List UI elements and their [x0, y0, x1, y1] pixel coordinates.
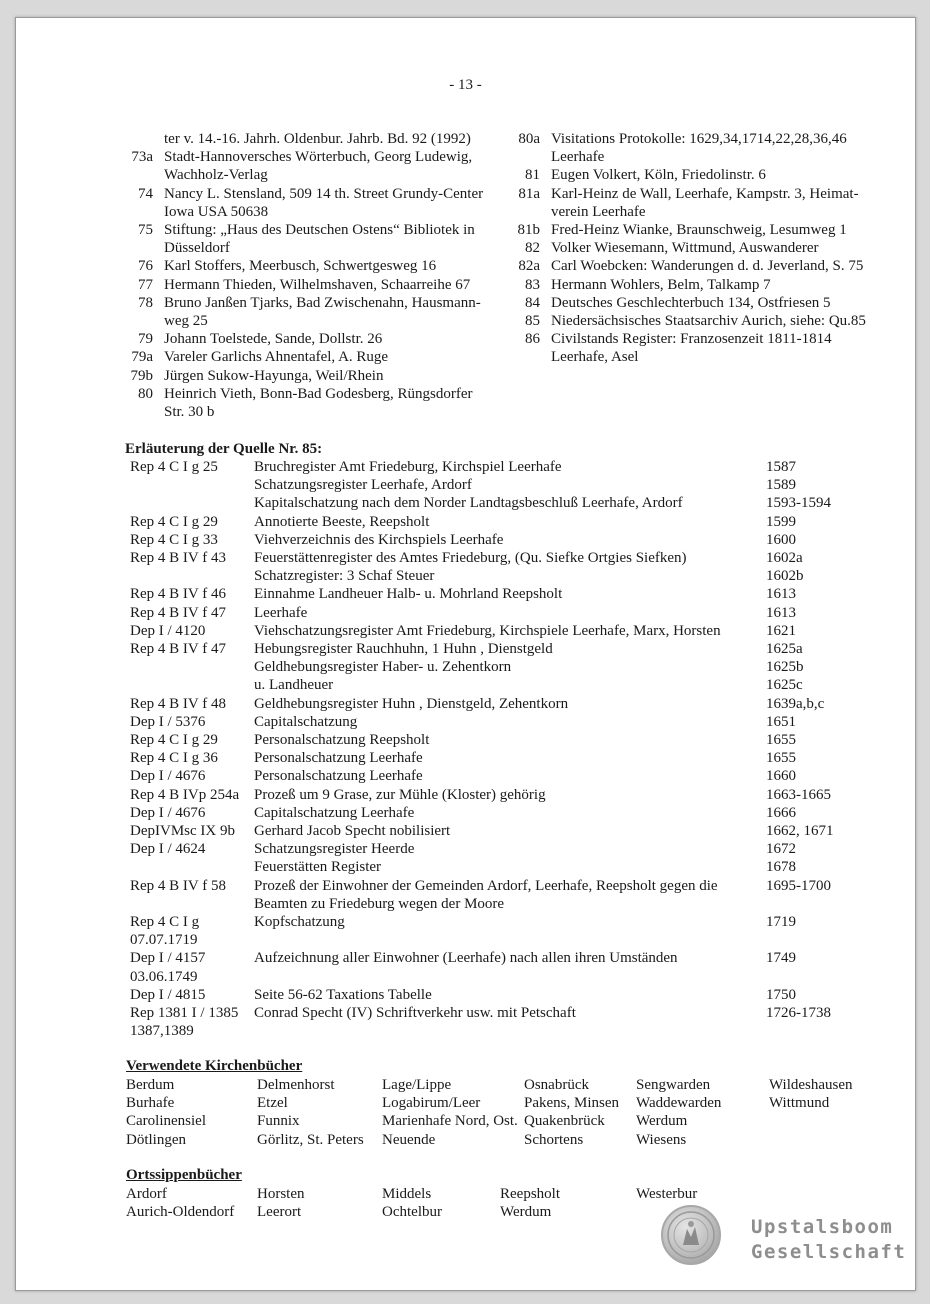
- ortssippen-place: Leerort: [257, 1204, 302, 1221]
- entry-text: Fred-Heinz Wianke, Braunschweig, Lesumweg 1: [551, 222, 847, 238]
- entry-text: Karl Stoffers, Meerbusch, Schwertgesweg 16: [164, 258, 437, 275]
- source-ref: Dep I / 4624: [130, 841, 206, 858]
- source-year: 1678: [766, 859, 796, 876]
- entry-text: Johann Toelstede, Sande, Dollstr. 26: [164, 331, 383, 348]
- entry-text: Carl Woebcken: Wanderungen d. d. Jeverland, S. 75: [551, 258, 864, 275]
- source-year: 1621: [766, 622, 796, 639]
- source-85-heading: Erläuterung der Quelle Nr. 85:: [125, 441, 323, 457]
- church-book-place: Waddewarden: [636, 1095, 722, 1112]
- source-year: 1625c: [766, 677, 803, 694]
- source-description: Seite 56-62 Taxations Tabelle: [254, 986, 432, 1003]
- source-description: Geldhebungsregister Huhn , Dienstgeld, Zehentkorn: [254, 695, 569, 712]
- source-description: Beamten zu Friedeburg wegen der Moore: [254, 895, 505, 912]
- source-year: 1749: [766, 950, 796, 967]
- ortssippen-place: Reepsholt: [500, 1186, 560, 1202]
- source-ref: Rep 4 B IV f 58: [130, 877, 226, 894]
- entry-number: 82: [525, 240, 540, 257]
- entry-text: Stiftung: „Haus des Deutschen Ostens“ Bibliotek in: [164, 222, 475, 238]
- church-book-place: Wiesens: [636, 1131, 687, 1148]
- source-description: Personalschatzung Reepsholt: [254, 732, 430, 748]
- entry-number: 78: [138, 294, 153, 311]
- church-book-place: Sengwarden: [636, 1077, 711, 1093]
- source-ref: Rep 4 B IV f 46: [130, 586, 226, 603]
- source-year: 1655: [766, 732, 796, 748]
- source-ref: 1387,1389: [130, 1023, 194, 1040]
- source-ref: Rep 4 B IV f 43: [130, 550, 226, 566]
- entry-number: 79: [138, 331, 153, 348]
- church-book-place: Funnix: [257, 1113, 300, 1130]
- source-ref: 07.07.1719: [130, 932, 198, 949]
- source-year: 1625a: [766, 641, 803, 657]
- source-year: 1589: [766, 477, 796, 494]
- church-book-place: Marienhafe Nord, Ost.: [382, 1113, 518, 1130]
- source-year: 1666: [766, 804, 796, 821]
- source-year: 1750: [766, 986, 796, 1003]
- source-description: u. Landheuer: [254, 677, 334, 694]
- source-description: Bruchregister Amt Friedeburg, Kirchspiel Leerhafe: [254, 459, 562, 475]
- entry-text: Karl-Heinz de Wall, Leerhafe, Kampstr. 3, Heimat-: [551, 185, 859, 202]
- church-book-place: Schortens: [524, 1131, 584, 1148]
- source-year: 1599: [766, 513, 796, 530]
- church-book-place: Neuende: [382, 1131, 436, 1148]
- entry-text: Nancy L. Stensland, 509 14 th. Street Grundy-Center: [164, 185, 484, 202]
- source-description: Viehverzeichnis des Kirchspiels Leerhafe: [254, 531, 504, 548]
- church-book-place: Etzel: [257, 1095, 288, 1112]
- source-year: 1655: [766, 750, 796, 767]
- church-book-place: Pakens, Minsen: [524, 1095, 619, 1112]
- source-year: 1651: [766, 713, 796, 730]
- entry-text: Vareler Garlichs Ahnentafel, A. Ruge: [164, 349, 389, 366]
- ortssippen-heading: Ortssippenbücher: [126, 1167, 242, 1183]
- source-description: Kapitalschatzung nach dem Norder Landtagsbeschluß Leerhafe, Ardorf: [254, 495, 683, 512]
- entry-number: 76: [138, 258, 153, 275]
- source-description: Personalschatzung Leerhafe: [254, 768, 423, 785]
- entry-text: Wachholz-Verlag: [164, 167, 268, 184]
- source-ref: Rep 4 B IV f 47: [130, 641, 226, 657]
- source-ref: Rep 4 B IVp 254a: [130, 786, 240, 803]
- entry-text: weg 25: [164, 313, 208, 329]
- source-description: Geldhebungsregister Haber- u. Zehentkorn: [254, 659, 512, 676]
- source-year: 1672: [766, 841, 796, 858]
- source-description: Aufzeichnung aller Einwohner (Leerhafe) nach allen ihren Umständen: [254, 950, 678, 967]
- source-ref: Dep I / 4676: [130, 804, 206, 821]
- church-book-place: Lage/Lippe: [382, 1077, 452, 1093]
- source-description: Capitalschatzung: [254, 713, 358, 730]
- source-description: Feuerstättenregister des Amtes Friedeburg, (Qu. Siefke Ortgies Siefken): [254, 550, 687, 566]
- source-ref: Rep 4 B IV f 48: [130, 695, 226, 712]
- entry-number: 84: [525, 294, 540, 311]
- entry-number: 74: [138, 185, 153, 202]
- entry-number: 75: [138, 222, 153, 238]
- entry-text: Hermann Wohlers, Belm, Talkamp 7: [551, 276, 771, 293]
- source-description: Prozeß der Einwohner der Gemeinden Ardorf, Leerhafe, Reepsholt gegen die: [254, 877, 718, 894]
- source-ref: Dep I / 4120: [130, 622, 206, 639]
- source-description: Capitalschatzung Leerhafe: [254, 804, 415, 821]
- source-ref: Rep 4 C I g: [130, 914, 200, 930]
- church-book-place: Delmenhorst: [257, 1077, 335, 1093]
- church-book-place: Quakenbrück: [524, 1113, 605, 1130]
- ortssippen-place: Aurich-Oldendorf: [126, 1204, 235, 1221]
- entry-text: Str. 30 b: [164, 404, 215, 420]
- source-year: 1695-1700: [766, 877, 831, 894]
- source-ref: Rep 4 B IV f 47: [130, 604, 226, 621]
- source-ref: Rep 4 C I g 36: [130, 750, 218, 767]
- entry-text: Niedersächsisches Staatsarchiv Aurich, siehe: Qu.85: [551, 313, 866, 329]
- source-year: 1587: [766, 459, 796, 475]
- church-book-place: Logabirum/Leer: [382, 1095, 481, 1112]
- source-year: 1719: [766, 914, 796, 930]
- source-description: Annotierte Beeste, Reepsholt: [254, 513, 430, 530]
- page-number: - 13 -: [449, 77, 482, 93]
- church-book-place: Burhafe: [126, 1095, 175, 1112]
- entry-text: verein Leerhafe: [551, 203, 646, 220]
- entry-text: Stadt-Hannoversches Wörterbuch, Georg Ludewig,: [164, 149, 473, 166]
- ortssippen-place: Westerbur: [636, 1186, 698, 1202]
- source-description: Hebungsregister Rauchhuhn, 1 Huhn , Dienstgeld: [254, 641, 553, 657]
- source-description: Prozeß um 9 Grase, zur Mühle (Kloster) gehörig: [254, 786, 546, 803]
- source-description: Schatzregister: 3 Schaf Steuer: [254, 568, 435, 585]
- ortssippen-place: Ochtelbur: [382, 1204, 442, 1221]
- source-year: 1593-1594: [766, 495, 831, 512]
- entry-text: Leerhafe: [551, 149, 605, 166]
- entry-text: Düsseldorf: [164, 240, 230, 257]
- source-description: Personalschatzung Leerhafe: [254, 750, 423, 767]
- church-book-place: Osnabrück: [524, 1077, 589, 1093]
- entry-number: 85: [525, 313, 540, 329]
- source-year: 1613: [766, 586, 796, 603]
- entry-text: Bruno Janßen Tjarks, Bad Zwischenahn, Hausmann-: [164, 294, 481, 311]
- entry-number: 86: [525, 331, 540, 348]
- source-description: Feuerstätten Register: [254, 859, 382, 876]
- entry-number: 73a: [131, 149, 153, 166]
- entry-number: 82a: [518, 258, 540, 275]
- church-book-place: Berdum: [126, 1077, 175, 1093]
- source-description: Viehschatzungsregister Amt Friedeburg, Kirchspiele Leerhafe, Marx, Horsten: [254, 622, 721, 639]
- source-year: 1726-1738: [766, 1005, 831, 1021]
- source-description: Schatzungsregister Heerde: [254, 841, 415, 858]
- source-ref: DepIVMsc IX 9b: [130, 823, 235, 839]
- source-description: Kopfschatzung: [254, 914, 345, 930]
- source-year: 1663-1665: [766, 786, 831, 803]
- source-description: Leerhafe: [254, 604, 308, 621]
- source-year: 1602a: [766, 550, 803, 566]
- entry-number: 81: [525, 167, 540, 184]
- source-ref: Rep 4 C I g 29: [130, 513, 218, 530]
- ortssippen-place: Horsten: [257, 1186, 305, 1202]
- entry-number: 80: [138, 385, 153, 402]
- entry-number: 79a: [131, 349, 153, 366]
- source-ref: Dep I / 4815: [130, 986, 206, 1003]
- entry-text: Volker Wiesemann, Wittmund, Auswanderer: [551, 240, 819, 257]
- source-ref: Dep I / 5376: [130, 713, 206, 730]
- source-ref: Rep 4 C I g 25: [130, 459, 218, 475]
- entry-text: Visitations Protokolle: 1629,34,1714,22,28,36,46: [551, 131, 847, 147]
- source-ref: Dep I / 4157: [130, 950, 206, 967]
- source-year: 1600: [766, 531, 796, 548]
- brand-name-line2: Gesellschaft: [751, 1241, 907, 1263]
- ortssippen-place: Werdum: [500, 1204, 552, 1221]
- source-ref: Rep 4 C I g 33: [130, 531, 218, 548]
- source-ref: Rep 1381 I / 1385: [130, 1005, 239, 1021]
- ortssippen-place: Middels: [382, 1186, 432, 1202]
- document-page: [15, 17, 916, 1291]
- source-year: 1613: [766, 604, 796, 621]
- source-description: Schatzungsregister Leerhafe, Ardorf: [254, 477, 472, 494]
- entry-number: 81a: [518, 185, 540, 202]
- church-book-place: Carolinensiel: [126, 1113, 206, 1130]
- entry-text: Jürgen Sukow-Hayunga, Weil/Rhein: [164, 367, 384, 384]
- entry-text: ter v. 14.-16. Jahrh. Oldenbur. Jahrb. Bd. 92 (1992): [164, 131, 471, 147]
- entry-number: 79b: [130, 367, 153, 384]
- entry-text: Deutsches Geschlechterbuch 134, Ostfriesen 5: [551, 294, 831, 311]
- source-description: Einnahme Landheuer Halb- u. Mohrland Reepsholt: [254, 586, 563, 603]
- entry-number: 77: [138, 276, 153, 293]
- church-book-place: Werdum: [636, 1113, 688, 1130]
- entry-text: Iowa USA 50638: [164, 203, 269, 220]
- entry-text: Hermann Thieden, Wilhelmshaven, Schaarreihe 67: [164, 276, 471, 293]
- entry-number: 81b: [517, 222, 540, 238]
- source-description: Gerhard Jacob Specht nobilisiert: [254, 823, 451, 839]
- entry-number: 80a: [518, 131, 540, 147]
- source-year: 1602b: [766, 568, 804, 585]
- source-year: 1639a,b,c: [766, 695, 825, 712]
- source-year: 1662, 1671: [766, 823, 834, 839]
- entry-text: Leerhafe, Asel: [551, 349, 639, 366]
- source-year: 1660: [766, 768, 796, 785]
- source-ref: 03.06.1749: [130, 968, 198, 985]
- church-books-heading: Verwendete Kirchenbücher: [126, 1058, 303, 1074]
- source-ref: Dep I / 4676: [130, 768, 206, 785]
- church-book-place: Wittmund: [769, 1095, 830, 1112]
- church-book-place: Görlitz, St. Peters: [257, 1131, 364, 1148]
- entry-number: 83: [525, 276, 540, 293]
- entry-text: Eugen Volkert, Köln, Friedolinstr. 6: [551, 167, 766, 184]
- entry-text: Heinrich Vieth, Bonn-Bad Godesberg, Rüngsdorfer: [164, 385, 473, 402]
- source-description: Conrad Specht (IV) Schriftverkehr usw. mit Petschaft: [254, 1005, 576, 1021]
- church-book-place: Dötlingen: [126, 1131, 186, 1148]
- church-book-place: Wildeshausen: [769, 1077, 853, 1093]
- source-ref: Rep 4 C I g 29: [130, 732, 218, 748]
- seal-logo: [661, 1205, 721, 1265]
- source-year: 1625b: [766, 659, 804, 676]
- entry-text: Civilstands Register: Franzosenzeit 1811-1814: [551, 331, 832, 348]
- brand-name-line1: Upstalsboom: [751, 1216, 894, 1238]
- ortssippen-place: Ardorf: [126, 1186, 167, 1202]
